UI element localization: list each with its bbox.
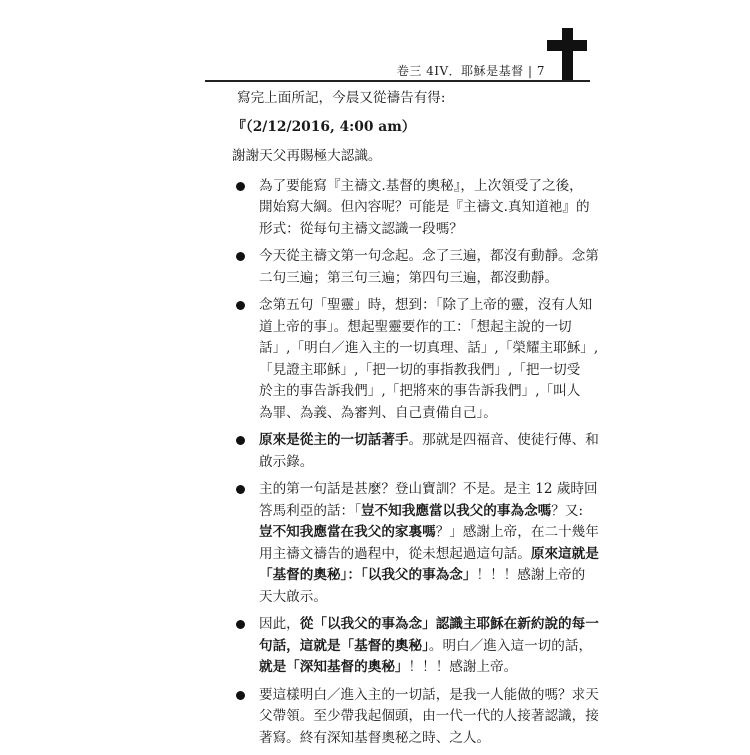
text-line	[259, 338, 599, 360]
bold-text: 豈不知我應當以我父的事為念嗎	[360, 502, 552, 519]
list-item	[232, 176, 592, 241]
bold-text: 句話，這就是「基督的奧秘」	[259, 637, 429, 654]
running-head: 卷三 4IV．耶穌是基督 | 7	[396, 64, 545, 78]
bold-text: 豈不知我應當在我父的家裏嗎	[259, 524, 436, 540]
bullet-icon	[236, 252, 245, 261]
text-run: ！！！感謝上帝。	[408, 659, 518, 675]
bullet-icon	[236, 691, 245, 700]
text-run: 道上帝的事」。想起聖靈要作的工：「想起主說的一切	[259, 318, 572, 335]
cross-icon-vertical-bar	[562, 28, 573, 80]
text-run: ？」感謝上帝，在二十幾年	[435, 524, 599, 540]
text-run: 為了要能寫『主禱文.基督的奧秘』，上次領受了之後，	[259, 177, 583, 194]
text-run: ？又:	[551, 502, 584, 519]
text-line	[259, 587, 592, 609]
date-line: 『（2/12/2016, 4:00 am）	[232, 118, 416, 135]
bold-text: 「基督的奧秘」：「以我父的事為念」	[259, 567, 477, 583]
text-line	[259, 614, 599, 636]
text-run: 天大啟示。	[259, 588, 327, 605]
text-line	[259, 544, 599, 566]
text-line	[259, 268, 592, 290]
text-run: 開始寫大綱。但內容呢？可能是『主禱文.真知道祂』的	[259, 199, 590, 215]
cross-icon-horizontal-bar	[547, 40, 587, 51]
text-line	[259, 685, 599, 707]
list-item	[232, 295, 599, 424]
text-line	[259, 381, 592, 403]
bullet-list	[232, 176, 599, 750]
text-line	[259, 403, 592, 425]
header-rule	[205, 80, 590, 82]
text-run: 話」,「明白／進入主的一切真理、話」,「榮耀主耶穌」,	[259, 340, 599, 356]
list-item	[232, 430, 599, 473]
text-run: ！！！感謝上帝的	[476, 567, 586, 583]
text-run: 。明白／進入這一切的話，	[428, 637, 593, 654]
text-run: 「見證主耶穌」,「把一切的事指教我們」,「把一切受	[259, 361, 581, 378]
text-run: 著寫。終有深知基督奧秘之時、之人。	[259, 729, 491, 746]
text-line	[259, 430, 599, 452]
bullet-icon	[236, 301, 245, 310]
text-line	[259, 657, 592, 679]
bullet-icon	[236, 485, 245, 494]
list-item	[232, 614, 599, 679]
text-run: 為罪、為義、為審判、自己責備自己」。	[259, 404, 497, 421]
text-run: 啟示錄。	[259, 453, 314, 470]
cross-icon	[547, 28, 587, 80]
text-line	[259, 728, 592, 750]
bold-text: 原來是從主的一切話著手	[259, 432, 409, 448]
thanks-paragraph: 謝謝天父再賜極大認識。	[232, 148, 382, 164]
text-line	[259, 176, 592, 198]
bold-text: 從「以我父的事為念」認識主耶穌在新約說的每一	[299, 616, 599, 632]
bullet-icon	[236, 436, 245, 445]
bullet-icon	[236, 182, 245, 191]
page-body	[232, 88, 599, 755]
text-line	[259, 360, 592, 382]
text-run: 於主的事告訴我們」,「把將來的事告訴我們」,「叫人	[259, 383, 581, 399]
text-line	[259, 706, 599, 728]
text-run: 形式：從每句主禱文認識一段嗎？	[259, 220, 463, 237]
list-item	[232, 479, 599, 608]
text-run: 主的第一句話是甚麼？登山寶訓？不是。是主 12 歲時回	[259, 481, 598, 497]
text-line	[259, 452, 592, 474]
text-run: 父帶領。至少帶我起個頭，由一代一代的人接著認識，接	[259, 708, 599, 724]
text-run: 二句三遍；第三句三遍；第四句三遍，都沒動靜。	[259, 269, 559, 286]
list-item	[232, 685, 599, 750]
text-line	[259, 636, 592, 658]
text-run: 。那就是四福音、使徒行傳、和	[408, 432, 599, 448]
bold-text: 就是「深知基督的奧秘」	[259, 659, 409, 675]
text-line	[259, 197, 592, 219]
bold-text: 原來這就是	[530, 545, 599, 562]
text-run: 今天從主禱文第一句念起。念了三遍，都沒有動靜。念第	[259, 248, 599, 264]
text-line	[259, 501, 592, 523]
text-run: 答馬利亞的話：「	[259, 502, 361, 519]
text-line	[259, 565, 592, 587]
text-line	[259, 522, 599, 544]
text-run: 因此，	[259, 616, 300, 632]
intro-paragraph: 寫完上面所記，今晨又從禱告有得:	[237, 90, 446, 106]
text-line	[259, 295, 592, 317]
text-run: 用主禱文禱告的過程中，從未想起過這句話。	[259, 545, 531, 562]
text-line	[259, 317, 592, 339]
text-run: 念第五句「聖靈」時，想到：「除了上帝的靈，沒有人知	[259, 297, 593, 313]
text-line	[259, 246, 599, 268]
text-line	[259, 479, 598, 501]
bullet-icon	[236, 620, 245, 629]
text-line	[259, 219, 592, 241]
list-item	[232, 246, 599, 289]
text-run: 要這樣明白／進入主的一切話，是我一人能做的嗎？求天	[259, 686, 599, 703]
